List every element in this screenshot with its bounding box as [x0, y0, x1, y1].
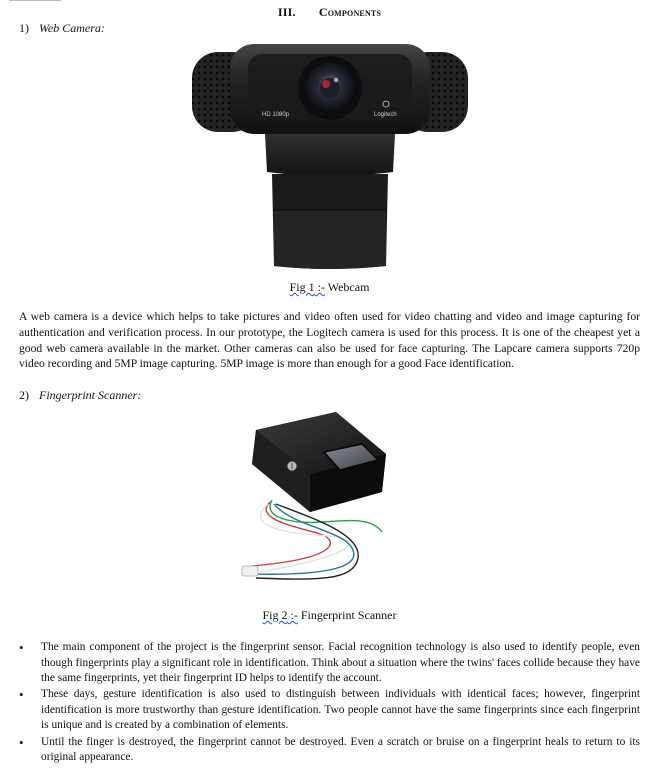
section-title [0, 5, 659, 20]
subsection-title: Fingerprint Scanner: [39, 388, 142, 402]
subsection-number: 2) [19, 388, 29, 402]
wire-connector-icon [242, 566, 258, 576]
caption-text: Webcam [324, 280, 370, 294]
header-rule [9, 0, 61, 3]
webcam-paragraph: A web camera is a device which helps to take pictures and video often used for video chatting and video and image capturing for authentication and verification process. In our prototype, the Logitech camera is used for this process. It is one of the cheapest yet a good web camera available in the market. Other cameras can also be used for face capturing. The Lapcare camera supports 720p video recording and 5MP image capturing. 5MP image is more than enough for a good Face identification. [19, 310, 640, 371]
list-item: • The main component of the project is the fingerprint sensor. Facial recognition technology is also used to identify people, even though fingerprints play a significant role in identification. Think about a situation where the twins' faces collide because they have the same fingerprints, yet their fingerprint ID helps to identify the account. [19, 640, 640, 687]
camera-model-label: HD 1080p [262, 112, 290, 118]
webcam-figure [190, 40, 470, 272]
subsection-number: 1) [19, 21, 29, 35]
mount-clip [265, 134, 395, 176]
caption-text: Fingerprint Scanner [297, 608, 397, 622]
figure-caption-fingerprint [0, 608, 659, 623]
fingerprint-scanner-figure [232, 408, 392, 588]
figure-caption-webcam [0, 280, 659, 295]
caption-label: Fig 1 [289, 280, 315, 294]
caption-separator: :- [314, 280, 325, 294]
fingerprint-bullet-list [19, 640, 640, 766]
section-number: III. [277, 5, 296, 19]
list-item: • These days, gesture identification is also used to distinguish between individuals with identical faces; however, fingerprint identification is more trustworthy than gesture identification. Two people cannot have the same fingerprints since each fingerprint is unique and is created by a combination of elements. [19, 687, 640, 734]
camera-brand-label: Logitech [374, 112, 397, 118]
subsection-title: Web Camera: [39, 21, 105, 35]
caption-label: Fig 2 [262, 608, 288, 622]
section-title-text: Components [318, 5, 382, 19]
subsection-heading-web-camera [19, 21, 105, 36]
caption-separator: :- [287, 608, 298, 622]
list-item: • Until the finger is destroyed, the fingerprint cannot be destroyed. Even a scratch or bruise on a fingerprint heals to return to its original appearance. [19, 735, 640, 766]
subsection-heading-fingerprint [19, 388, 141, 403]
